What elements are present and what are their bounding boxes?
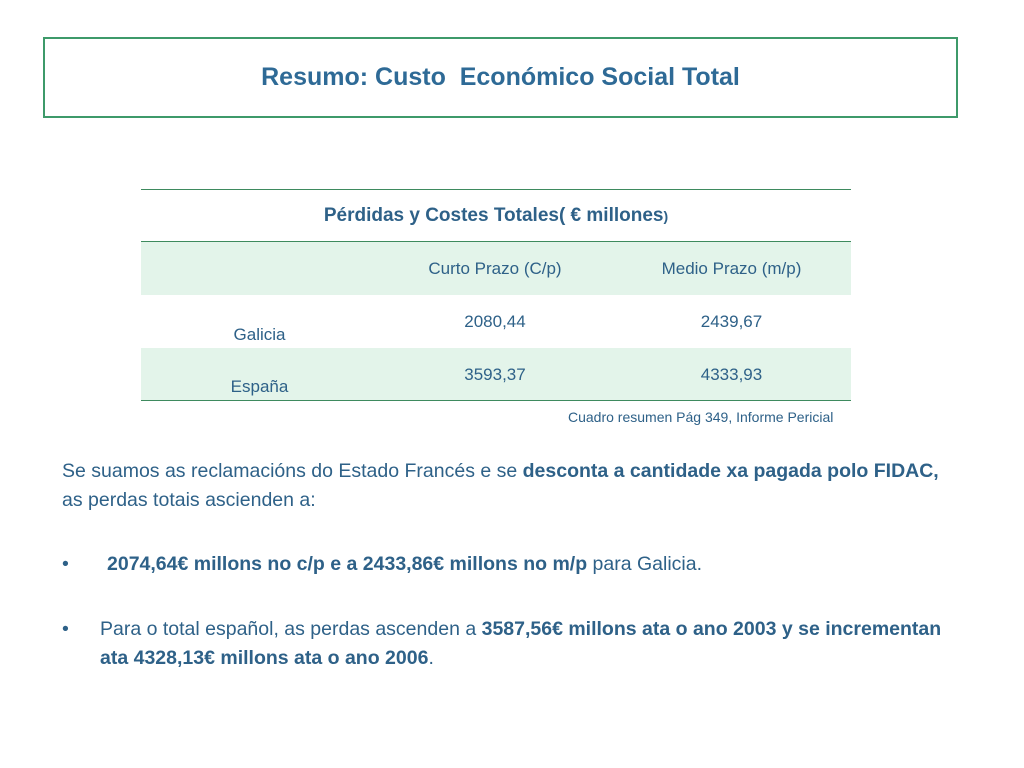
table-row-galicia [141, 295, 851, 348]
cell-medium-term: 2439,67 [700, 312, 763, 331]
table-caption-text: Pérdidas y Costes Totales( € millones [323, 204, 664, 226]
table-caption-paren: ) [663, 207, 669, 224]
header-cell-medium-term: Medio Prazo (m/p) [661, 258, 802, 278]
table-row-espana [141, 348, 851, 401]
cell-region: Galicia [233, 325, 286, 344]
cell-short-term: 2080,44 [464, 312, 526, 331]
bullet-text [107, 550, 969, 579]
cell-medium-term: 4333,93 [700, 365, 763, 384]
bullet-text [100, 615, 962, 673]
cell-region: España [230, 377, 289, 396]
intro-paragraph [62, 457, 962, 515]
header-cell-short-term: Curto Prazo (C/p) [428, 258, 562, 278]
header-cell-region [141, 242, 378, 295]
bullet-pre: Para o total español, as perdas ascenden a [100, 618, 482, 640]
bullet-rest: para Galicia. [587, 553, 703, 575]
intro-text-1: Se suamos as reclamacións do Estado Francés e se [62, 460, 523, 482]
intro-text-bold: desconta a cantidade xa pagada polo FIDAC, [522, 460, 939, 482]
source-note: Cuadro resumen Pág 349, Informe Pericial [568, 409, 834, 425]
bullet-rest: . [428, 647, 434, 669]
bullet-bold: 2074,64€ millons no c/p e a 2433,86€ millons no m/p [107, 553, 588, 575]
bullet-marker: • [62, 618, 69, 640]
table-header-row [141, 242, 851, 295]
cell-short-term: 3593,37 [464, 365, 526, 384]
losses-table [141, 189, 851, 401]
bullet-bold: 3587,56€ millons ata o ano 2003 y se incrementan ata 4328,13€ millons ata o ano 2006 [100, 618, 942, 669]
table-caption [141, 189, 851, 242]
bullet-marker: • [62, 553, 69, 575]
intro-text-2: as perdas totais ascienden a: [62, 489, 316, 511]
slide-title-box [43, 37, 958, 118]
slide-title: Resumo: Custo Económico Social Total [261, 63, 740, 91]
